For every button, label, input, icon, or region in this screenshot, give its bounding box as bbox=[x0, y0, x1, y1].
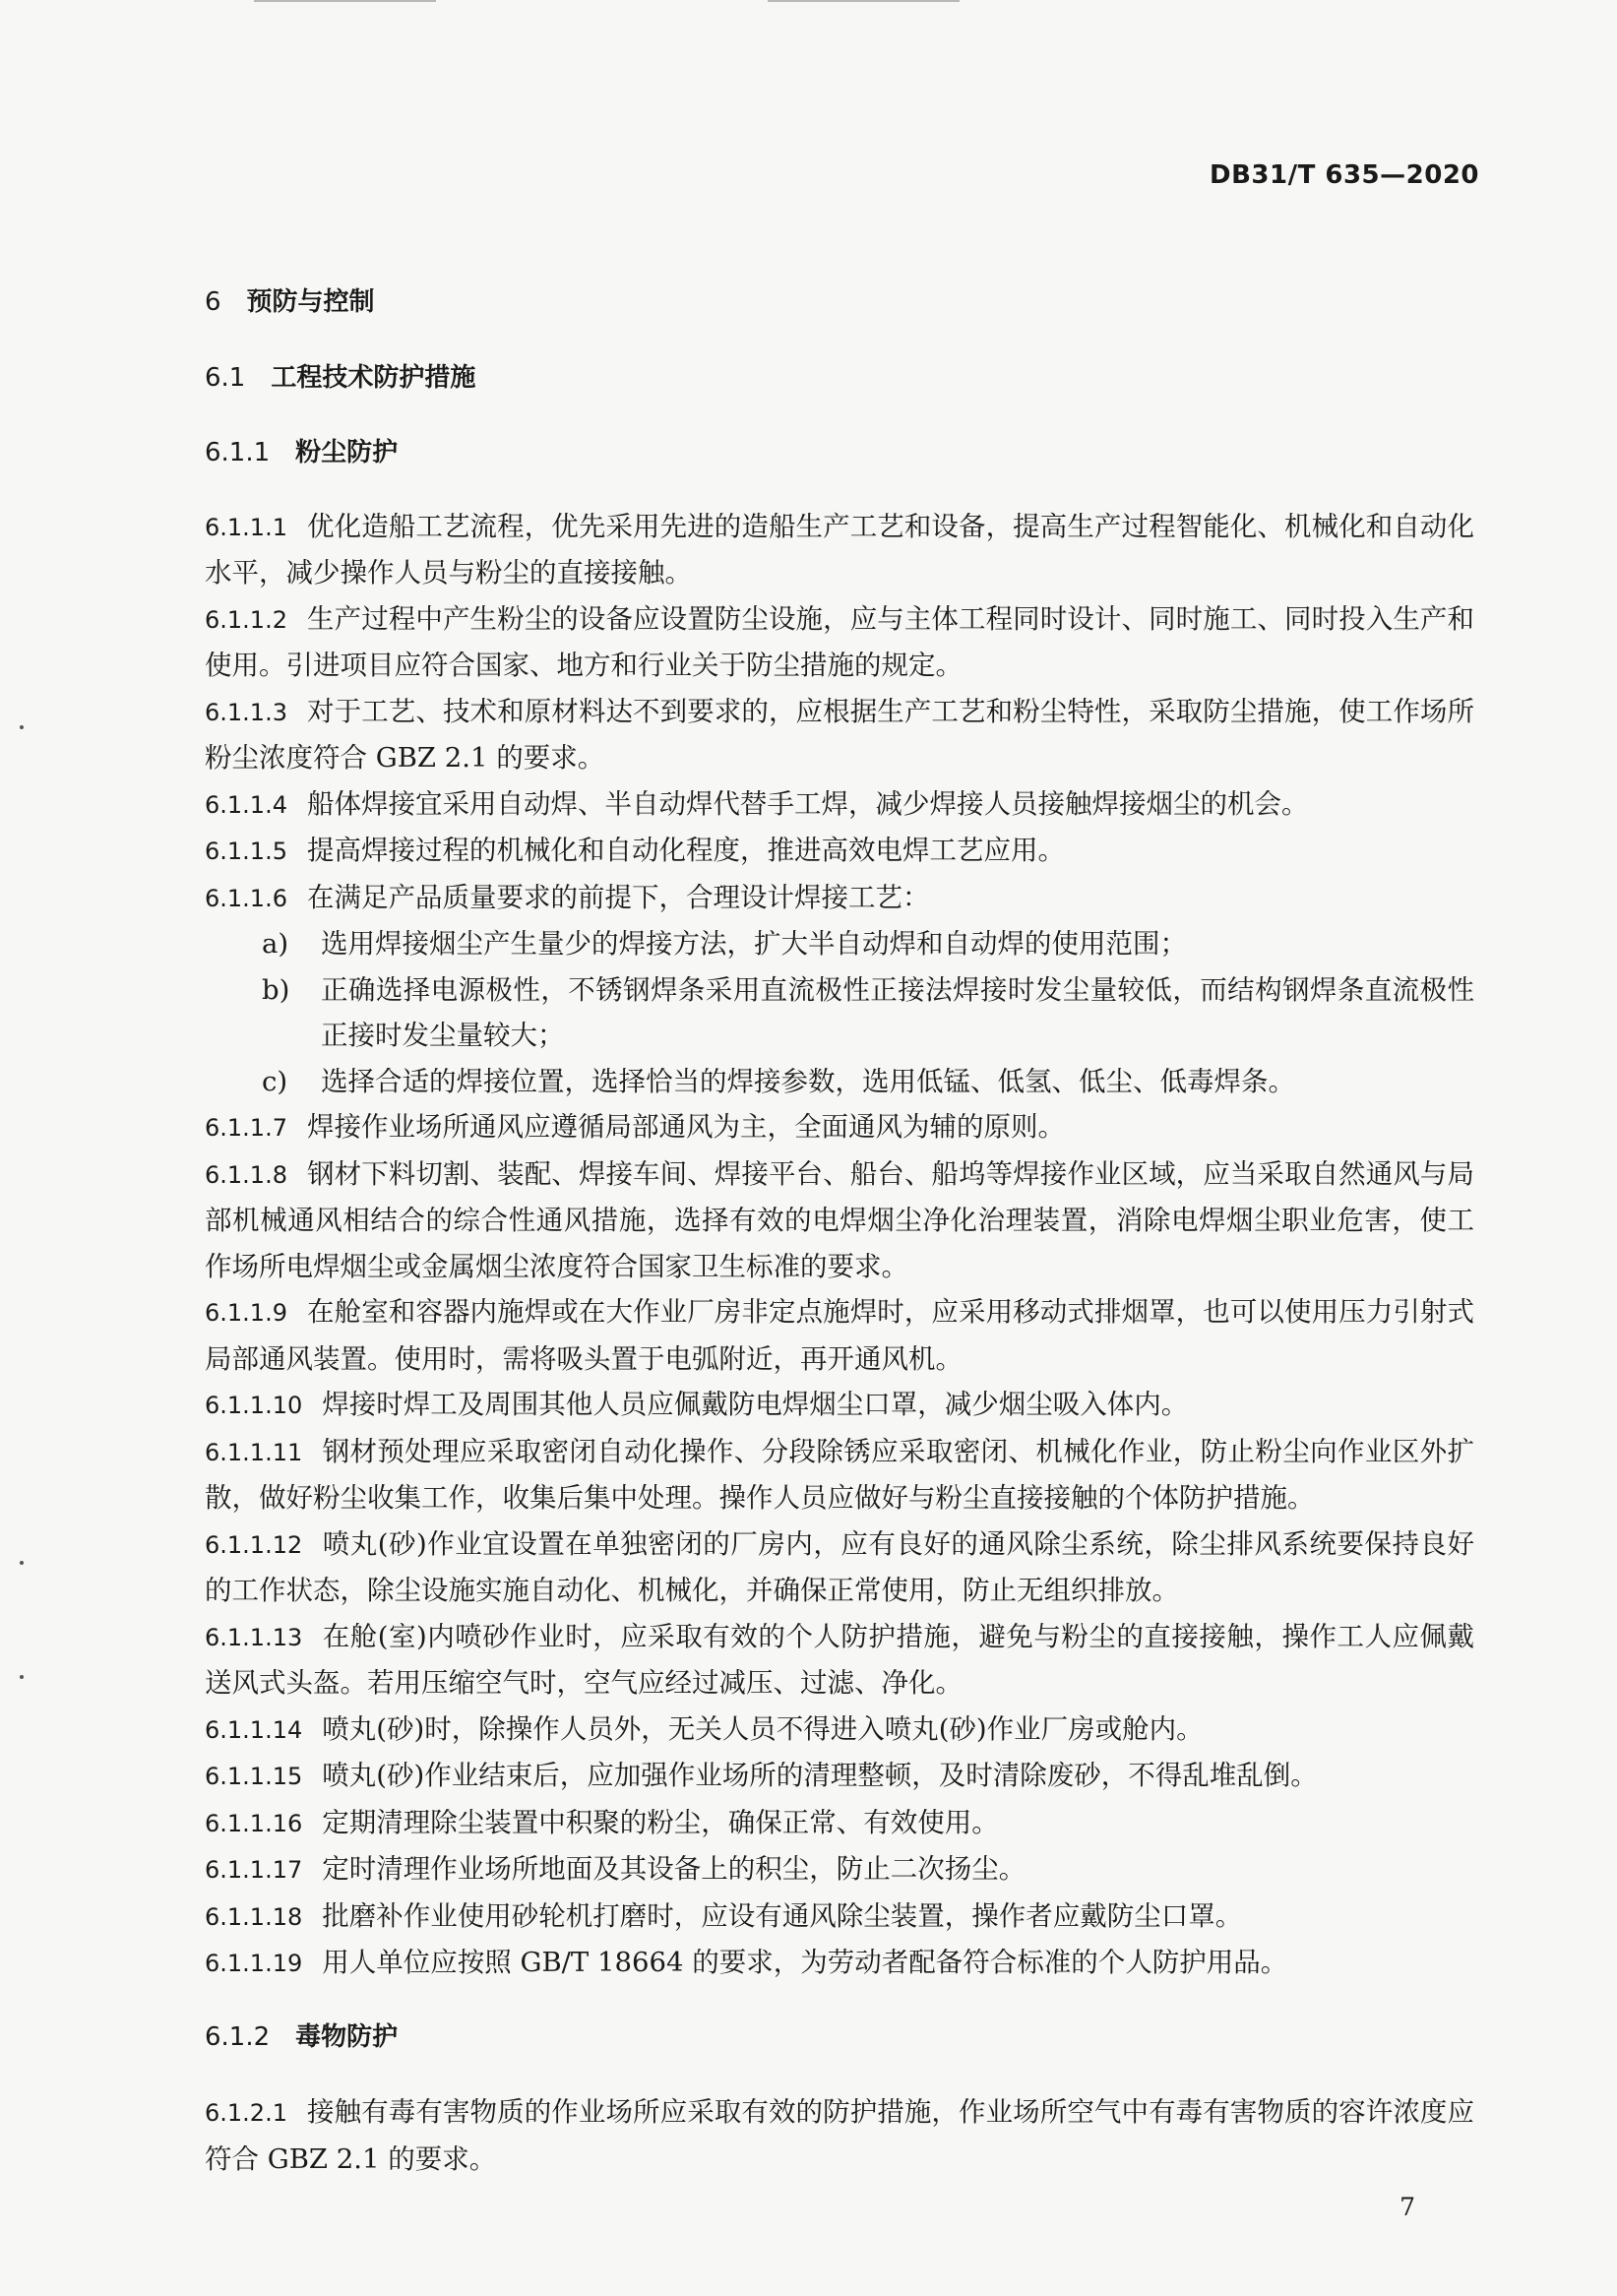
clause-number: 6.1.1.15 bbox=[205, 1763, 303, 1790]
clause-number: 6.1.1.8 bbox=[205, 1160, 287, 1189]
heading-number: 6 bbox=[205, 287, 221, 317]
document-body bbox=[205, 274, 1474, 2182]
page-number: 7 bbox=[1399, 2193, 1415, 2221]
clause-text: 接触有毒有害物质的作业场所应采取有效的防护措施，作业场所空气中有毒有害物质的容许浓度应符合 GBZ 2.1 的要求。 bbox=[205, 2096, 1474, 2175]
clause-number: 6.1.1.4 bbox=[205, 790, 287, 819]
clause bbox=[205, 1940, 1474, 1987]
clause-text: 在舱(室)内喷砂作业时，应采取有效的个人防护措施，避免与粉尘的直接接触，操作工人应佩戴送风式头盔。若用压缩空气时，空气应经过减压、过滤、净化。 bbox=[205, 1620, 1474, 1699]
clause-text: 对于工艺、技术和原材料达不到要求的，应根据生产工艺和粉尘特性，采取防尘措施，使工作场所粉尘浓度符合 GBZ 2.1 的要求。 bbox=[205, 695, 1474, 774]
list-item bbox=[205, 921, 1474, 967]
clause-text: 优化造船工艺流程，优先采用先进的造船生产工艺和设备，提高生产过程智能化、机械化和自动化水平，减少操作人员与粉尘的直接接触。 bbox=[205, 510, 1474, 589]
clause-number: 6.1.1.14 bbox=[205, 1715, 303, 1744]
clause-text: 焊接作业场所通风应遵循局部通风为主，全面通风为辅的原则。 bbox=[306, 1111, 1065, 1143]
clause bbox=[205, 1521, 1474, 1614]
clause-number: 6.1.1.11 bbox=[205, 1438, 303, 1466]
list-item-text: 选择合适的焊接位置，选择恰当的焊接参数，选用低锰、低氢、低尘、低毒焊条。 bbox=[321, 1065, 1295, 1097]
clause-text: 用人单位应按照 GB/T 18664 的要求，为劳动者配备符合标准的个人防护用品。 bbox=[322, 1947, 1288, 1978]
clause-number: 6.1.1.5 bbox=[205, 838, 287, 865]
list-item bbox=[205, 1059, 1474, 1105]
list-item-label: c) bbox=[262, 1065, 288, 1097]
clause bbox=[205, 596, 1474, 689]
clause bbox=[205, 1706, 1474, 1754]
clause-text: 钢材预处理应采取密闭自动化操作、分段除锈应采取密闭、机械化作业，防止粉尘向作业区外扩散，做好粉尘收集工作，收集后集中处理。操作人员应做好与粉尘直接接触的个体防护措施。 bbox=[205, 1435, 1474, 1514]
clause bbox=[205, 1753, 1474, 1800]
clause-text: 钢材下料切割、装配、焊接车间、焊接平台、船台、船坞等焊接作业区域，应当采取自然通风与局部机械通风相结合的综合性通风措施，选择有效的电焊烟尘净化治理装置，消除电焊烟尘职业危害，使工作场所电焊烟尘或金属烟尘浓度符合国家卫生标准的要求。 bbox=[205, 1157, 1474, 1282]
clause bbox=[205, 1289, 1474, 1382]
heading-number: 6.1.2 bbox=[205, 2021, 271, 2052]
heading-title: 粉尘防护 bbox=[295, 438, 399, 467]
clause bbox=[205, 1382, 1474, 1429]
scan-edge-line bbox=[768, 0, 960, 2]
clause-number: 6.1.1.9 bbox=[205, 1299, 287, 1327]
clause-number: 6.1.1.6 bbox=[205, 884, 287, 912]
clause bbox=[205, 1151, 1474, 1290]
clause-text: 定时清理作业场所地面及其设备上的积尘，防止二次扬尘。 bbox=[322, 1853, 1026, 1885]
clause-number: 6.1.2.1 bbox=[205, 2099, 287, 2127]
clause-number: 6.1.1.10 bbox=[205, 1392, 303, 1419]
clause-number: 6.1.1.7 bbox=[205, 1114, 287, 1142]
clause bbox=[205, 504, 1474, 596]
clause-text: 船体焊接宜采用自动焊、半自动焊代替手工焊，减少焊接人员接触焊接烟尘的机会。 bbox=[306, 787, 1309, 820]
list-item-label: a) bbox=[262, 928, 289, 960]
clause-number: 6.1.1.19 bbox=[205, 1950, 303, 1977]
scan-edge-line bbox=[254, 0, 436, 2]
clause-number: 6.1.1.17 bbox=[205, 1856, 303, 1884]
clause bbox=[205, 875, 1474, 922]
clause-text: 喷丸(砂)作业宜设置在单独密闭的厂房内，应有良好的通风除尘系统，除尘排风系统要保持良好的工作状态，除尘设施实施自动化、机械化，并确保正常使用，防止无组织排放。 bbox=[205, 1527, 1474, 1606]
clause bbox=[205, 1893, 1474, 1941]
list-item-text: 正确选择电源极性，不锈钢焊条采用直流极性正接法焊接时发尘量较低，而结构钢焊条直流极性正接时发尘量较大； bbox=[321, 973, 1474, 1051]
list-item bbox=[205, 967, 1474, 1059]
clause bbox=[205, 2089, 1474, 2182]
clause-text: 在满足产品质量要求的前提下，合理设计焊接工艺： bbox=[306, 881, 930, 913]
clause-text: 批磨补作业使用砂轮机打磨时，应设有通风除尘装置，操作者应戴防尘口罩。 bbox=[322, 1899, 1243, 1932]
chapter-heading bbox=[205, 279, 1474, 326]
clause bbox=[205, 1104, 1474, 1151]
clause bbox=[205, 828, 1474, 875]
clause-text: 焊接时焊工及周围其他人员应佩戴防电焊烟尘口罩，减少烟尘吸入体内。 bbox=[322, 1389, 1189, 1420]
clause-text: 喷丸(砂)作业结束后，应加强作业场所的清理整顿，及时清除废砂，不得乱堆乱倒。 bbox=[322, 1760, 1318, 1791]
clause bbox=[205, 1614, 1474, 1706]
section-heading bbox=[205, 355, 1474, 402]
heading-title: 工程技术防护措施 bbox=[271, 362, 476, 393]
clause-number: 6.1.1.16 bbox=[205, 1809, 303, 1837]
clause-number: 6.1.1.18 bbox=[205, 1902, 303, 1931]
subsection-heading bbox=[205, 430, 1474, 476]
clause bbox=[205, 781, 1474, 829]
heading-title: 预防与控制 bbox=[246, 287, 375, 317]
scan-speck bbox=[20, 1675, 24, 1679]
heading-title: 毒物防护 bbox=[295, 2021, 399, 2052]
clause-text: 在舱室和容器内施焊或在大作业厂房非定点施焊时，应采用移动式排烟罩，也可以使用压力引射式局部通风装置。使用时，需将吸头置于电弧附近，再开通风机。 bbox=[205, 1296, 1474, 1375]
standard-code: DB31/T 635—2020 bbox=[1210, 160, 1479, 190]
clause bbox=[205, 1429, 1474, 1521]
clause-text: 生产过程中产生粉尘的设备应设置防尘设施，应与主体工程同时设计、同时施工、同时投入生产和使用。引进项目应符合国家、地方和行业关于防尘措施的规定。 bbox=[205, 602, 1474, 681]
list-item-label: b) bbox=[262, 973, 290, 1006]
list-item-text: 选用焊接烟尘产生量少的焊接方法，扩大半自动焊和自动焊的使用范围； bbox=[321, 928, 1187, 960]
clause-number: 6.1.1.1 bbox=[205, 513, 287, 541]
heading-number: 6.1 bbox=[205, 362, 246, 393]
clause-text: 提高焊接过程的机械化和自动化程度，推进高效电焊工艺应用。 bbox=[306, 835, 1065, 866]
clause-text: 定期清理除尘装置中积聚的粉尘，确保正常、有效使用。 bbox=[322, 1806, 999, 1838]
clause-text: 喷丸(砂)时，除操作人员外，无关人员不得进入喷丸(砂)作业厂房或舱内。 bbox=[322, 1712, 1204, 1745]
clause-number: 6.1.1.3 bbox=[205, 698, 287, 726]
clause bbox=[205, 1846, 1474, 1893]
scan-speck bbox=[20, 1561, 24, 1565]
heading-number: 6.1.1 bbox=[205, 438, 271, 467]
scan-speck bbox=[20, 725, 24, 729]
subsection-heading bbox=[205, 2015, 1474, 2061]
clause bbox=[205, 1800, 1474, 1847]
clause bbox=[205, 689, 1474, 781]
clause-number: 6.1.1.12 bbox=[205, 1530, 303, 1559]
clause-number: 6.1.1.13 bbox=[205, 1623, 303, 1651]
clause-number: 6.1.1.2 bbox=[205, 605, 287, 634]
